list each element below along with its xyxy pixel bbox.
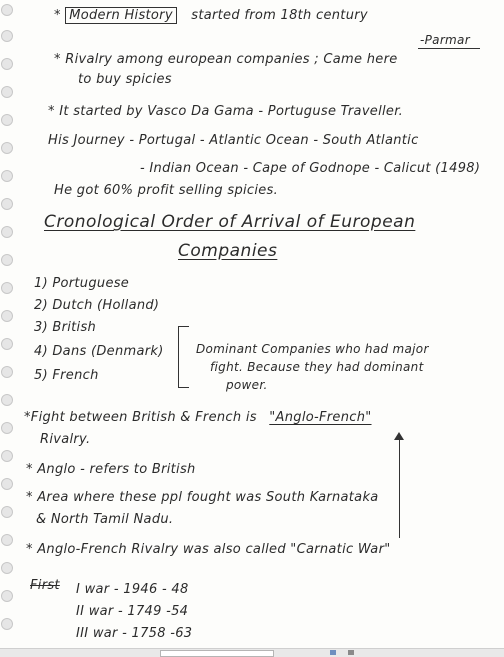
binding-holes [0, 0, 16, 648]
binding-hole [1, 366, 13, 378]
binding-hole [1, 394, 13, 406]
fight-text: *Fight between British & French is [24, 410, 257, 425]
note-line-area-cont: & North Tamil Nadu. [36, 512, 174, 527]
author-underline [418, 48, 480, 49]
list-item: 1) Portuguese [34, 276, 130, 291]
note-line-fight [24, 410, 372, 425]
section-title: Cronological Order of Arrival of European [44, 212, 416, 232]
binding-hole [1, 590, 13, 602]
binding-hole [1, 478, 13, 490]
section-title-cont: Companies [178, 241, 278, 261]
note-line-carnatic: * Anglo-French Rivalry was also called "Carnatic War" [26, 542, 391, 557]
list-item: 3) British [34, 320, 97, 335]
binding-hole [1, 114, 13, 126]
list-bracket [178, 326, 189, 388]
list-item: 2) Dutch (Holland) [34, 298, 160, 313]
note-line-modern-history: * Modern History started from 18th century [54, 8, 368, 23]
note-line-journey: His Journey - Portugal - Atlantic Ocean - South Atlantic [48, 133, 419, 148]
binding-hole [1, 4, 13, 16]
modern-history-box: Modern History [65, 7, 177, 24]
anglo-french-label: "Anglo-French" [269, 410, 372, 425]
dominant-note: power. [226, 378, 268, 392]
war-item: I war - 1946 - 48 [76, 582, 189, 597]
war-item: III war - 1758 -63 [76, 626, 193, 641]
author-name: -Parmar [420, 33, 470, 47]
note-line-rivalry-end: Rivalry. [40, 432, 91, 447]
dominant-note: Dominant Companies who had major [196, 342, 429, 356]
note-line-profit: He got 60% profit selling spicies. [54, 183, 279, 198]
note-line-indian-ocean: - Indian Ocean - Cape of Godnope - Calicut (1498) [140, 161, 481, 176]
note-line-rivalry: * Rivalry among european companies ; Came here [54, 52, 398, 67]
started-text: started from 18th century [191, 8, 368, 23]
binding-hole [1, 170, 13, 182]
binding-hole [1, 58, 13, 70]
binding-hole [1, 450, 13, 462]
binding-hole [1, 198, 13, 210]
note-line-area: * Area where these ppl fought was South Karnataka [26, 490, 379, 505]
binding-hole [1, 534, 13, 546]
binding-hole [1, 422, 13, 434]
toolbar-icon[interactable] [348, 650, 354, 655]
binding-hole [1, 254, 13, 266]
binding-hole [1, 142, 13, 154]
binding-hole [1, 30, 13, 42]
binding-hole [1, 226, 13, 238]
dominant-note: fight. Because they had dominant [210, 360, 424, 374]
list-item: 5) French [34, 368, 99, 383]
arrow-line [399, 438, 400, 538]
binding-hole [1, 506, 13, 518]
binding-hole [1, 310, 13, 322]
note-line-vasco: * It started by Vasco Da Gama - Portuguse Traveller. [48, 104, 404, 119]
war-item: II war - 1749 -54 [76, 604, 189, 619]
binding-hole [1, 338, 13, 350]
binding-hole [1, 562, 13, 574]
note-line-anglo: * Anglo - refers to British [26, 462, 196, 477]
struck-word: First [30, 578, 60, 593]
note-line-spicies: to buy spicies [78, 72, 172, 87]
toolbar-icon[interactable] [330, 650, 336, 655]
binding-hole [1, 618, 13, 630]
binding-hole [1, 282, 13, 294]
binding-hole [1, 86, 13, 98]
list-item: 4) Dans (Denmark) [34, 344, 164, 359]
